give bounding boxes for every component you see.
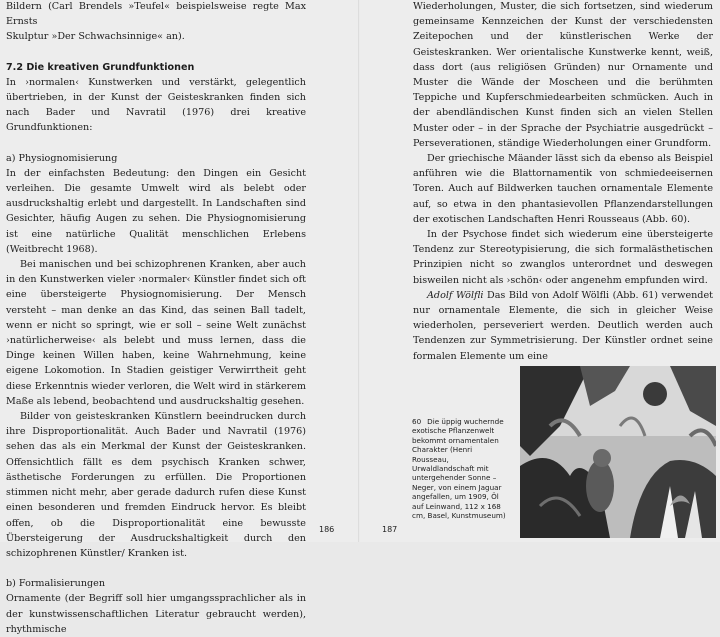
left-text-column (6, 0, 306, 637)
left-page (0, 0, 360, 635)
paragraph: In der Psychose findet sich wiederum eine übersteigerte Tendenz zur Stereotypisierung, die sich formalästhetischen Prinzipien nicht so zwanglos unterordnet und deswegen bisweilen nicht als ›schön‹ oder angenehm empfunden wird. (413, 229, 713, 286)
subheading-physiognomisierung: a) Physiognomisierung (6, 152, 118, 164)
subheading-formalisierungen: b) Formalisierungen (6, 578, 105, 590)
section-heading: 7.2 Die kreativen Grundfunktionen (6, 61, 195, 73)
paragraph: Wiederholungen, Muster, die sich fortsetzen, sind wiederum gemeinsame Kennzeichen der Kunst der verschiedensten Zeitepochen und der künstlerischen Werke der Geisteskranken. Wer orientalische Kunstwerke kennt, weiß, dass dort (aus religiösen Gründen) nur Ornamente und Muster die Wände der Moscheen und die berühmten Teppiche und Kupferschmiedearbeiten schmücken. Auch in der abendländischen Kunst finden sich an vielen Stellen Muster oder – in der Sprache der Psychiatrie ausgedrückt – Perseverationen, ständige Wiederholungen einer Grundform. (413, 1, 713, 149)
paragraph-woelfli: Adolf Wölfli Das Bild von Adolf Wölfli (Abb. 61) verwendet nur ornamentale Elemente, die sich in gleicher Weise wiederholen, perseveriert werden. Deutlich werden auch Tendenzen zur Symmetrisierung. Der Künstler ordnet seine formalen Elemente um eine (413, 289, 713, 362)
intro-paragraph: In ›normalen‹ Kunstwerken und verstärkt, gelegentlich übertrieben, in der Kunst der Geisteskranken finden sich nach Bader und Navratil (1976) drei kreative Grundfunktionen: (6, 76, 306, 134)
carryover-line-2: Skulptur »Der Schwachsinnige« an). (6, 31, 185, 43)
carryover-line-1: Bildern (Carl Brendels »Teufel« beispielsweise regte Max Ernsts (6, 1, 306, 28)
page-number-left: 186 (319, 525, 335, 534)
paragraph: Bei manischen und bei schizophrenen Kranken, aber auch in den Kunstwerken vieler ›normaler‹ Künstler findet sich oft eine übersteigerte Physiognomisierung. Der Mensch versteht – man denke an das Kind, das seinen Ball tadelt, wenn er nicht so springt, wie er soll – seine Welt zunächst ›natürlicherweise‹ als belebt und muss lernen, dass die Dinge keinen Willen haben, keine Wahrnehmung, keine eigene Lokomotion. In Stadien geistiger Verwirrtheit geht diese Erkenntnis wieder verloren, die Welt wird in stärkerem Maße als lebend, beobachtend und ausdruckshaltig gesehen. (6, 259, 306, 407)
caption-number: 60 (412, 417, 422, 426)
margin-keyword: Adolf Wölfli (427, 289, 484, 301)
page-number-right: 187 (382, 525, 398, 534)
caption-text: Die üppig wuchernde exotische Pflanzenwelt bekommt ornamentalen Charakter (Henri Rousseau, Urwaldlandschaft mit untergehender Sonne – Neger, von einem Jaguar angefallen, um 1909, Öl auf Leinwand, 112 x 168 cm, Basel, Kunstmuseum) (412, 417, 506, 521)
rousseau-painting-image (520, 366, 716, 538)
paragraph: In der einfachsten Bedeutung: den Dingen ein Gesicht verleihen. Die gesamte Umwelt wird als belebt oder ausdruckshaltig erlebt und dargestellt. In Landschaften sind Gesichter, häufig Augen zu sehen. Die Physiognomisierung ist eine natürliche Qualität menschlichen Erlebens (Weitbrecht 1968). (6, 167, 306, 255)
paragraph: Ornamente (der Begriff soll hier umgangssprachlicher als in der kunstwissenschaftlichen Literatur gebraucht werden), rhythmische (6, 593, 306, 635)
figure-caption (412, 417, 508, 520)
paragraph: Der griechische Mäander lässt sich da ebenso als Beispiel anführen wie die Blattornamentik von schmiedeeisernen Toren. Auch auf Bildwerken tauchen ornamentale Elemente auf, so etwa in den phantasievollen Pflanzendarstellungen der exotischen Landschaften Henri Rousseaus (Abb. 60). (413, 153, 713, 225)
right-text-column (413, 0, 713, 364)
paragraph: Bilder von geisteskranken Künstlern beeindrucken durch ihre Disproportionalität. Auch Bader und Navratil (1976) sehen das als ein Merkmal der Kunst der Geisteskranken. Offensichtlich fällt es dem psychisch Kranken schwer, ästhetische Forderungen zu erfüllen. Die Proportionen stimmen nicht mehr, aber gerade dadurch rufen diese Kunst einen besonderen und fremden Eindruck hervor. Es bleibt offen, ob die Disproportionalität eine bewusste Übersteigerung der Ausdruckshaltigkeit durch den schizophrenen Künstler/ Kranken ist. (6, 411, 306, 559)
